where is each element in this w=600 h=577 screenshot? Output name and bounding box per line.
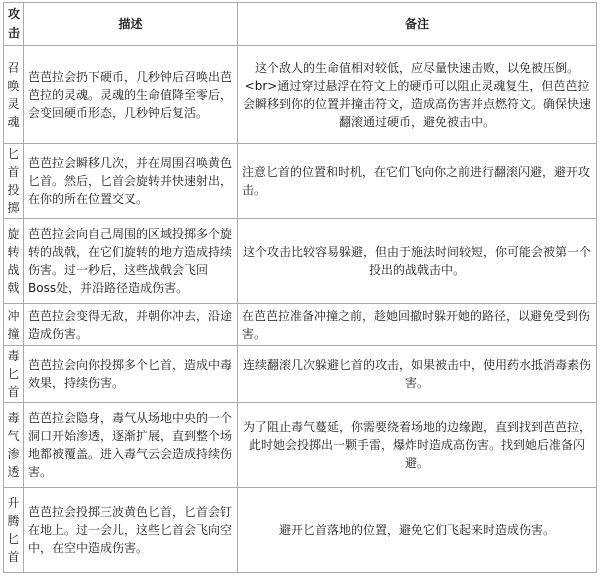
attack-name: 升腾匕首 [4,488,24,573]
attack-note: 避开匕首落地的位置，避免它们飞起来时造成伤害。 [238,488,597,573]
attack-name: 毒气渗透 [4,403,24,488]
table-row [4,46,597,144]
header-attack: 攻击 [4,3,24,46]
attack-description: 芭芭拉会向你投掷多个匕首，造成中毒效果，持续伤害。 [24,346,238,403]
attack-note: 注意匕首的位置和时机，在它们飞向你之前进行翻滚闪避，避开攻击。 [238,144,597,219]
table-row [4,488,597,573]
attack-description: 芭芭拉会投掷三波黄色匕首，匕首会钉在地上。过一会儿，这些匕首会飞向空中，在空中造成伤害。 [24,488,238,573]
attack-description: 芭芭拉会瞬移几次，并在周围召唤黄色匕首。然后，匕首会旋转并快速射出，在你的所在位置交叉。 [24,144,238,219]
table-row [4,144,597,219]
attack-name: 冲撞 [4,304,24,346]
header-row [4,3,597,46]
attack-description: 芭芭拉会变得无敌，并朝你冲去，沿途造成伤害。 [24,304,238,346]
attack-note: 为了阻止毒气蔓延，你需要绕着场地的边缘跑，直到找到芭芭拉，此时她会投掷出一颗手雷，爆炸时造成高伤害。找到她后准备闪避。 [238,403,597,488]
header-note: 备注 [238,3,597,46]
table-row [4,219,597,304]
attack-description: 芭芭拉会扔下硬币，几秒钟后召唤出芭芭拉的灵魂。灵魂的生命值降至零后，会变回硬币形态，几秒钟后复活。 [24,46,238,144]
attack-note: 连续翻滚几次躲避匕首的攻击，如果被击中，使用药水抵消毒素伤害。 [238,346,597,403]
table-row [4,304,597,346]
attack-note: 这个敌人的生命值相对较低，应尽量快速击败，以免被压倒。<br>通过穿过悬浮在符文上的硬币可以阻止灵魂复生，但芭芭拉会瞬移到你的位置并撞击符文，造成高伤害并点燃符文。确保快速翻滚通过硬币，避免被击中。 [238,46,597,144]
attack-description: 芭芭拉会隐身，毒气从场地中央的一个洞口开始渗透，逐渐扩展，直到整个场地都被覆盖。进入毒气云会造成持续伤害。 [24,403,238,488]
attack-name: 召唤灵魂 [4,46,24,144]
attack-name: 匕首投掷 [4,144,24,219]
attack-name: 旋转战戟 [4,219,24,304]
table-row [4,403,597,488]
attack-description: 芭芭拉会向自己周围的区域投掷多个旋转的战戟，在它们旋转的地方造成持续伤害。过一秒后，这些战戟会飞回Boss处，并沿路径造成伤害。 [24,219,238,304]
attack-note: 这个攻击比较容易躲避，但由于施法时间较短，你可能会被第一个投出的战戟击中。 [238,219,597,304]
attack-name: 毒匕首 [4,346,24,403]
table-row [4,346,597,403]
boss-attack-table [3,2,597,573]
header-description: 描述 [24,3,238,46]
attack-note: 在芭芭拉准备冲撞之前，趁她回撤时躲开她的路径，以避免受到伤害。 [238,304,597,346]
